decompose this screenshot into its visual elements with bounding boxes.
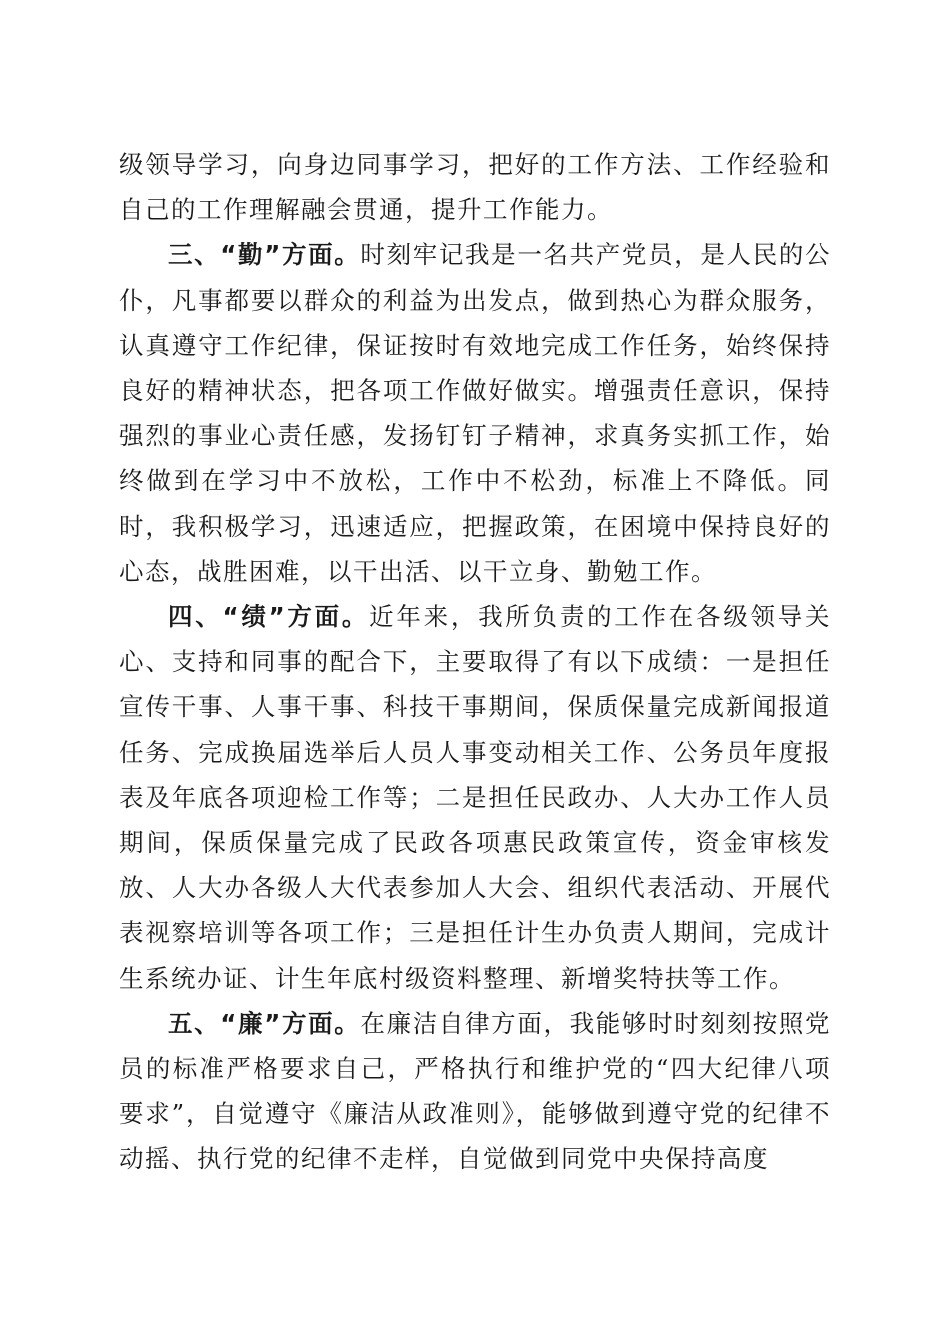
paragraph-qin: [119, 232, 831, 594]
paragraph-continuation: [119, 142, 831, 232]
paragraph-text: 在廉洁自律方面，我能够时时刻刻按照党员的标准严格要求自己，严格执行和维护党的“四大纪律八项要求”，自觉遵守《廉洁从政准则》，能够做到遵守党的纪律不动摇、执行党的纪律不走样，自觉做到同党中央保持高度: [119, 1008, 831, 1174]
paragraph-text: 级领导学习，向身边同事学习，把好的工作方法、工作经验和自己的工作理解融会贯通，提升工作能力。: [119, 150, 831, 225]
section-heading-lian: 五、“廉”方面。: [168, 1008, 361, 1038]
document-body: [119, 142, 831, 1182]
paragraph-text: 时刻牢记我是一名共产党员，是人民的公仆，凡事都要以群众的利益为出发点，做到热心为群众服务，认真遵守工作纪律，保证按时有效地完成工作任务，始终保持良好的精神状态，把各项工作做好做实。增强责任意识，保持强烈的事业心责任感，发扬钉钉子精神，求真务实抓工作，始终做到在学习中不放松，工作中不松劲，标准上不降低。同时，我积极学习，迅速适应，把握政策，在困境中保持良好的心态，战胜困难，以干出活、以干立身、勤勉工作。: [119, 240, 831, 586]
paragraph-ji: [119, 594, 831, 1001]
paragraph-lian: [119, 1001, 831, 1182]
section-heading-qin: 三、“勤”方面。: [168, 240, 361, 270]
section-heading-ji: 四、“绩”方面。: [168, 602, 370, 632]
paragraph-text: 近年来，我所负责的工作在各级领导关心、支持和同事的配合下，主要取得了有以下成绩：一是担任宣传干事、人事干事、科技干事期间，保质保量完成新闻报道任务、完成换届选举后人员人事变动相关工作、公务员年度报表及年底各项迎检工作等；二是担任民政办、人大办工作人员期间，保质保量完成了民政各项惠民政策宣传，资金审核发放、人大办各级人大代表参加人大会、组织代表活动、开展代表视察培训等各项工作；三是担任计生办负责人期间，完成计生系统办证、计生年底村级资料整理、新增奖特扶等工作。: [119, 602, 831, 993]
